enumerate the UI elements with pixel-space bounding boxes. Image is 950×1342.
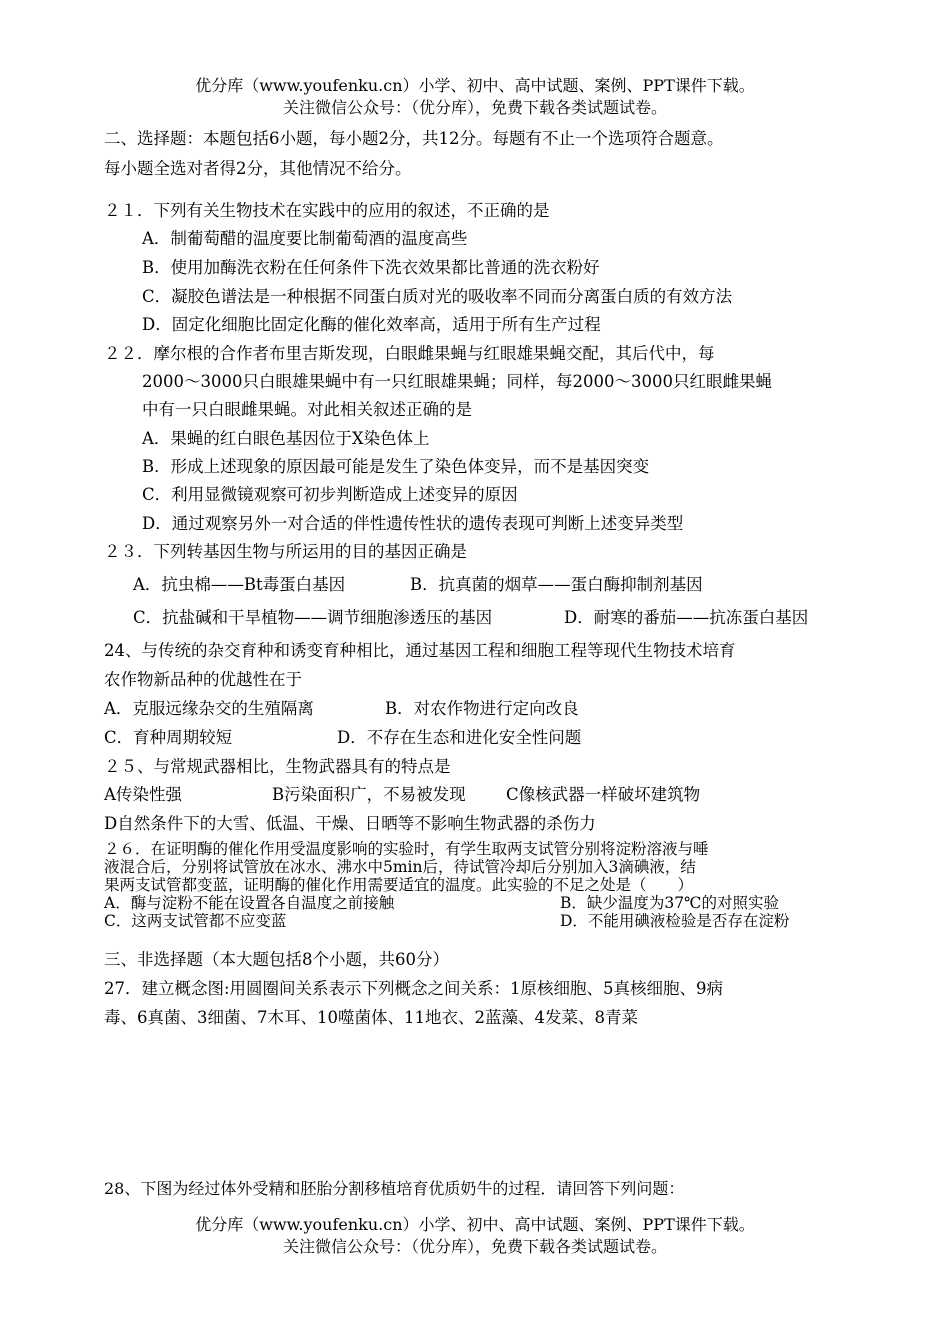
q21-option-c: C．凝胶色谱法是一种根据不同蛋白质对光的吸收率不同而分离蛋白质的有效方法 [142, 287, 733, 306]
q24-option-c: C．育种周期较短 [104, 728, 233, 747]
q27-line-2: 毒、6真菌、3细菌、7木耳、10噬菌体、11地衣、2蓝藻、4发菜、8青菜 [104, 1008, 638, 1027]
q24-option-d: D．不存在生态和进化安全性问题 [337, 728, 582, 747]
q25-stem: ２５、与常规武器相比，生物武器具有的特点是 [104, 757, 451, 776]
q25-option-d: D自然条件下的大雪、低温、干燥、日晒等不影响生物武器的杀伤力 [104, 814, 596, 833]
q24-option-a: A．克服远缘杂交的生殖隔离 [104, 699, 314, 718]
q27-line-1: 27．建立概念图:用圆圈间关系表示下列概念之间关系：1原核细胞、5真核细胞、9病 [104, 979, 724, 998]
q23-option-d: D．耐寒的番茄——抗冻蛋白基因 [564, 608, 809, 627]
header-line-2: 关注微信公众号：（优分库），免费下载各类试题试卷。 [282, 98, 667, 117]
q26-option-c: C．这两支试管都不应变蓝 [104, 912, 287, 930]
footer-line-1: 优分库（www.youfenku.cn）小学、初中、高中试题、案例、PPT课件下载。 [195, 1215, 755, 1234]
q25-option-a: A传染性强 [104, 785, 182, 804]
q23-stem: ２３．下列转基因生物与所运用的目的基因正确是 [104, 542, 467, 561]
footer-line-2: 关注微信公众号：（优分库），免费下载各类试题试卷。 [282, 1237, 667, 1256]
q26-option-a: A．酶与淀粉不能在设置各自温度之前接触 [104, 894, 395, 912]
q22-option-b: B．形成上述现象的原因最可能是发生了染色体变异，而不是基因突变 [142, 457, 650, 476]
q22-stem-1: ２２．摩尔根的合作者布里吉斯发现，白眼雌果蝇与红眼雄果蝇交配，其后代中，每 [104, 344, 715, 363]
q26-stem-3: 果两支试管都变蓝，证明酶的催化作用需要适宜的温度。此实验的不足之处是（ ） [104, 876, 694, 894]
q25-option-c: C像核武器一样破坏建筑物 [506, 785, 701, 804]
q23-option-b: B．抗真菌的烟草——蛋白酶抑制剂基因 [410, 575, 703, 594]
q24-stem-1: 24、与传统的杂交育种和诱变育种相比，通过基因工程和细胞工程等现代生物技术培育 [104, 641, 736, 660]
q21-stem: ２１．下列有关生物技术在实践中的应用的叙述，不正确的是 [104, 201, 550, 220]
q23-option-c: C．抗盐碱和干旱植物——调节细胞渗透压的基因 [133, 608, 493, 627]
section3-title: 三、非选择题（本大题包括8个小题，共60分） [104, 950, 449, 969]
q26-option-d: D．不能用碘液检验是否存在淀粉 [560, 912, 790, 930]
q22-option-a: A．果蝇的红白眼色基因位于X染色体上 [142, 429, 430, 448]
q22-option-d: D．通过观察另外一对合适的伴性遗传性状的遗传表现可判断上述变异类型 [142, 514, 684, 533]
section2-intro-1: 二、选择题：本题包括6小题，每小题2分，共12分。每题有不止一个选项符合题意。 [104, 129, 724, 148]
section2-intro-2: 每小题全选对者得2分，其他情况不给分。 [104, 159, 412, 178]
q22-stem-3: 中有一只白眼雌果蝇。对此相关叙述正确的是 [142, 400, 472, 419]
q26-stem-1: ２６．在证明酶的催化作用受温度影响的实验时，有学生取两支试管分别将淀粉溶液与唾 [104, 840, 709, 858]
q24-stem-2: 农作物新品种的优越性在于 [104, 670, 302, 689]
q21-option-d: D．固定化细胞比固定化酶的催化效率高，适用于所有生产过程 [142, 315, 601, 334]
header-line-1: 优分库（www.youfenku.cn）小学、初中、高中试题、案例、PPT课件下载。 [195, 76, 755, 95]
q26-stem-2: 液混合后，分别将试管放在冰水、沸水中5min后，待试管冷却后分别加入3滴碘液，结 [104, 858, 696, 876]
q23-option-a: A．抗虫棉——Bt毒蛋白基因 [133, 575, 346, 594]
q22-option-c: C．利用显微镜观察可初步判断造成上述变异的原因 [142, 485, 518, 504]
q22-stem-2: 2000～3000只白眼雄果蝇中有一只红眼雄果蝇；同样，每2000～3000只红眼雌果蝇 [142, 372, 772, 391]
q21-option-a: A．制葡萄醋的温度要比制葡萄酒的温度高些 [142, 229, 468, 248]
q26-option-b: B．缺少温度为37℃的对照实验 [560, 894, 779, 912]
q28-stem: 28、下图为经过体外受精和胚胎分割移植培育优质奶牛的过程．请回答下列问题： [104, 1179, 685, 1198]
q25-option-b: B污染面积广，不易被发现 [272, 785, 466, 804]
q24-option-b: B．对农作物进行定向改良 [385, 699, 579, 718]
q21-option-b: B．使用加酶洗衣粉在任何条件下洗衣效果都比普通的洗衣粉好 [142, 258, 600, 277]
